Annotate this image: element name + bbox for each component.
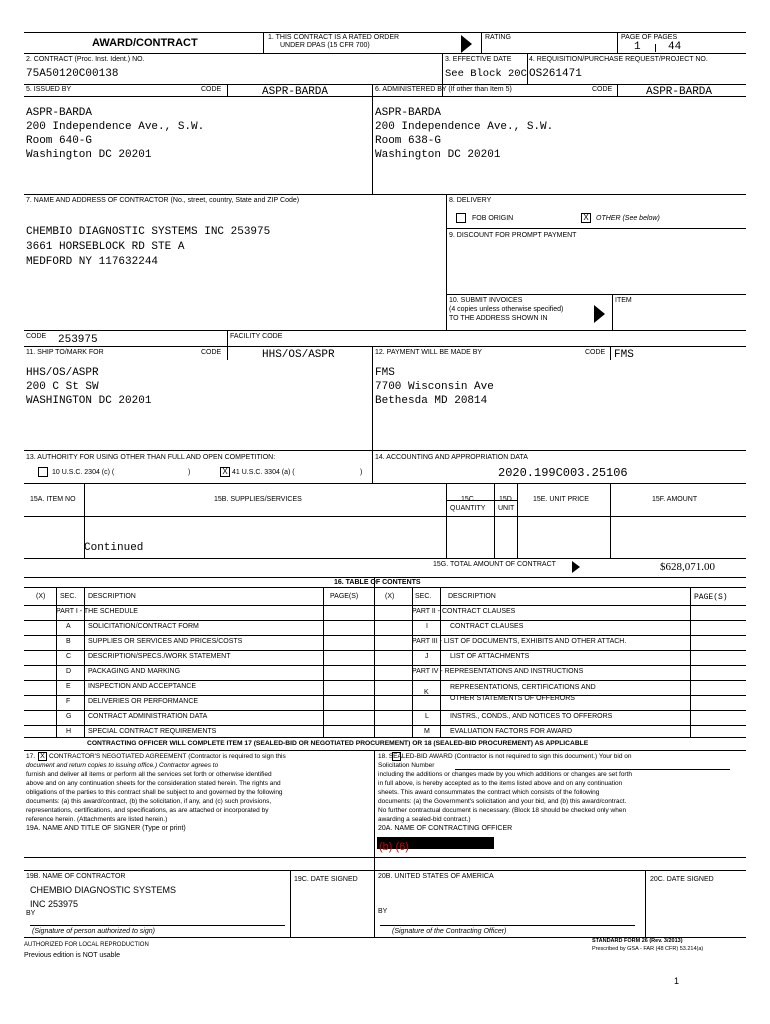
effective-date-field: See Block 20C [445, 68, 527, 80]
accounting-label: 14. ACCOUNTING AND APPROPRIATION DATA [375, 454, 528, 461]
officer-heading: CONTRACTING OFFICER WILL COMPLETE ITEM 17 (SEALED-BID OR NEGOTIATED PROCUREMENT) OR 18 (SEALED-BID PROCUREMENT) AS APPLICABLE [87, 740, 589, 747]
item17-line: documents: (a) this award/contract, (b) the solicitation, if any, and (c) such provisions, [26, 798, 272, 805]
col-amount: 15F. AMOUNT [652, 496, 698, 503]
standard-form-label: STANDARD FORM 26 (Rev. 3/2013) [592, 938, 683, 944]
delivery-label: 8. DELIVERY [449, 197, 492, 204]
col-unit-price: 15E. UNIT PRICE [533, 496, 589, 503]
toc-header-desc-right: DESCRIPTION [448, 593, 496, 600]
toc-desc-a: SOLICITATION/CONTRACT FORM [88, 623, 199, 630]
col-supplies: 15B. SUPPLIES/SERVICES [214, 496, 302, 503]
contract-no-field: 75A50120C00138 [26, 68, 119, 80]
total-amount-label: 15G. TOTAL AMOUNT OF CONTRACT [433, 561, 556, 568]
page-separator [655, 44, 656, 52]
toc-desc-k2: OTHER STATEMENTS OF OFFERORS [450, 695, 575, 702]
ship-to-code-field: HHS/OS/ASPR [262, 349, 335, 361]
toc-desc-l: INSTRS., CONDS., AND NOTICES TO OFFERORS [450, 713, 613, 720]
issued-by-code-label: CODE [201, 86, 222, 93]
toc-sec-h: H [66, 728, 72, 735]
contractor-signature-caption: (Signature of person authorized to sign) [32, 928, 155, 935]
col-quantity-2: QUANTITY [450, 505, 486, 512]
toc-header-desc: DESCRIPTION [88, 593, 136, 600]
address-line: HHS/OS/ASPR [26, 367, 99, 379]
issued-by-code-field: ASPR-BARDA [262, 86, 329, 98]
item17-line: reference herein. (Attachments are listed herein.) [26, 816, 168, 823]
address-line: Room 638-G [375, 135, 442, 147]
officer-redaction [377, 837, 494, 853]
solicitation-number-underline [455, 769, 730, 770]
toc-desc-f: DELIVERIES OR PERFORMANCE [88, 698, 199, 705]
authority-label: 13. AUTHORITY FOR USING OTHER THAN FULL AND OPEN COMPETITION: [26, 454, 276, 461]
page-number-field: 1 [634, 41, 641, 53]
ship-to-code-label: CODE [201, 349, 222, 356]
toc-desc-b: SUPPLIES OR SERVICES AND PRICES/COSTS [88, 638, 243, 645]
address-line: 200 Independence Ave., S.W. [375, 121, 554, 133]
toc-sec-f: F [66, 698, 71, 705]
toc-sec-i: I [426, 623, 428, 630]
total-amount-value: $628,071.00 [660, 561, 715, 573]
previous-edition: Previous edition is NOT usable [24, 952, 120, 959]
contractor-label: 7. NAME AND ADDRESS OF CONTRACTOR (No., street, country, State and ZIP Code) [26, 197, 300, 204]
payment-label: 12. PAYMENT WILL BE MADE BY [375, 349, 483, 356]
item17-line: CONTRACTOR'S NEGOTIATED AGREEMENT (Contractor is required to sign this [49, 753, 286, 760]
fob-origin-checkbox[interactable] [456, 213, 466, 223]
toc-sec-l: L [425, 713, 429, 720]
contractor-code-label: CODE [26, 333, 47, 340]
toc-desc-i: CONTRACT CLAUSES [450, 623, 524, 630]
address-line: WASHINGTON DC 20201 [26, 395, 152, 407]
address-line: Washington DC 20201 [375, 149, 501, 161]
redaction-code: (b) (6) [379, 841, 409, 853]
col-unit-1: 15D. [499, 496, 514, 503]
toc-desc-d: PACKAGING AND MARKING [88, 668, 181, 675]
toc-desc-m: EVALUATION FACTORS FOR AWARD [450, 728, 572, 735]
toc-header-x: (X) [36, 593, 46, 600]
requisition-label: 4. REQUISITION/PURCHASE REQUEST/PROJECT NO. [529, 56, 708, 63]
authority-10usc-close: ) [188, 469, 191, 476]
item17-prefix: 17. [26, 753, 36, 760]
toc-part1: PART I - THE SCHEDULE [56, 608, 138, 615]
page-of-pages-label: PAGE OF PAGES [621, 34, 678, 41]
submit-copies-label: (4 copies unless otherwise specified) [449, 306, 564, 313]
arrow-right-icon [461, 35, 472, 53]
address-line: ASPR-BARDA [375, 107, 442, 119]
toc-sec-d: D [66, 668, 72, 675]
toc-desc-e: INSPECTION AND ACCEPTANCE [88, 683, 197, 690]
ship-to-label: 11. SHIP TO/MARK FOR [26, 349, 104, 356]
accounting-field: 2020.199C003.25106 [498, 466, 628, 480]
fob-origin-label: FOB ORIGIN [472, 215, 514, 222]
rating-label: RATING [485, 34, 511, 41]
form-title: AWARD/CONTRACT [92, 37, 198, 49]
officer-by-label: BY [378, 908, 388, 915]
address-line: Room 640-G [26, 135, 93, 147]
address-line: Washington DC 20201 [26, 149, 152, 161]
facility-code-label: FACILITY CODE [230, 333, 283, 340]
contract-no-label: 2. CONTRACT (Proc. Inst. Ident.) NO. [26, 56, 145, 63]
toc-header-pages-right: PAGE(S) [694, 593, 728, 602]
address-line: MEDFORD NY 117632244 [26, 256, 159, 268]
address-line: ASPR-BARDA [26, 107, 93, 119]
address-line: FMS [375, 367, 395, 379]
payment-code-label: CODE [585, 349, 606, 356]
item18-line: awarding a sealed-bid contract.) [378, 816, 471, 823]
item17-line: furnish and deliver all items or perform all the services set forth or otherwise identified [26, 771, 272, 778]
administered-by-label: 6. ADMINISTERED BY (If other than Item 5) [375, 86, 512, 93]
col-quantity-1: 15C. [461, 496, 476, 503]
toc-sec-e: E [66, 683, 71, 690]
toc-header-pages: PAGE(S) [330, 593, 359, 600]
authority-41usc-label: 41 U.S.C. 3304 (a) ( [232, 469, 295, 476]
requisition-field: OS261471 [529, 68, 582, 80]
contractor-by-label: BY [26, 910, 36, 917]
arrow-right-icon [572, 561, 580, 573]
officer-signature-caption: (Signature of the Contracting Officer) [392, 928, 507, 935]
item17-line: document and return copies to issuing office.) Contractor agrees to [26, 762, 219, 769]
signer-label: 19A. NAME AND TITLE OF SIGNER (Type or print) [26, 825, 186, 832]
address-line: CHEMBIO DIAGNOSTIC SYSTEMS INC 253975 [26, 226, 271, 238]
effective-date-label: 3. EFFECTIVE DATE [445, 56, 512, 63]
toc-desc-g: CONTRACT ADMINISTRATION DATA [88, 713, 208, 720]
toc-desc-h: SPECIAL CONTRACT REQUIREMENTS [88, 728, 217, 735]
item17-line: obligations of the parties to this contract shall be subject to and governed by the following [26, 789, 283, 796]
item18-line: 18. SEALED-BID AWARD (Contractor is not required to sign this document.) Your bid on [378, 753, 632, 760]
contractor-name-line2: INC 253975 [30, 899, 79, 909]
submit-invoices-label: 10. SUBMIT INVOICES [449, 297, 523, 304]
item17-line: representations, certifications, and specifications, as are attached or incorporated by [26, 807, 269, 814]
address-line: 3661 HORSEBLOCK RD STE A [26, 241, 185, 253]
continued-text: Continued [84, 542, 144, 554]
date-signed-20c: 20C. DATE SIGNED [650, 876, 714, 883]
item18-line: including the additions or changes made by you which additions or changes are set forth [378, 771, 633, 778]
toc-sec-m: M [424, 728, 430, 735]
authority-10usc-label: 10 U.S.C. 2304 (c) ( [52, 469, 115, 476]
toc-sec-b: B [66, 638, 71, 645]
col-item-no: 15A. ITEM NO [30, 496, 76, 503]
authority-10usc-checkbox[interactable] [38, 467, 48, 477]
toc-header-x-right: (X) [385, 593, 395, 600]
toc-sec-c: C [66, 653, 72, 660]
arrow-right-icon [594, 305, 605, 323]
page-number: 1 [674, 976, 680, 986]
other-delivery-label: OTHER (See below) [596, 215, 660, 222]
date-signed-19c: 19C. DATE SIGNED [294, 876, 358, 883]
address-line: Bethesda MD 20814 [375, 395, 488, 407]
col-unit-2: UNIT [498, 505, 515, 512]
usa-label: 20B. UNITED STATES OF AMERICA [378, 873, 494, 880]
toc-sec-j: J [425, 653, 429, 660]
item18-line: documents: (a) the Government's solicitation and your bid, and (b) this award/contract. [378, 798, 627, 805]
total-pages-field: 44 [668, 41, 682, 53]
toc-desc-c: DESCRIPTION/SPECS./WORK STATEMENT [88, 653, 231, 660]
item-label: ITEM [615, 297, 632, 304]
issued-by-label: 5. ISSUED BY [26, 86, 72, 93]
toc-part4: PART IV - REPRESENTATIONS AND INSTRUCTIONS [412, 668, 584, 675]
administered-by-code-field: ASPR-BARDA [646, 86, 713, 98]
item18-line: No further contractual document is necessary. (Block 18 should be checked only when [378, 807, 627, 814]
officer-name-label: 20A. NAME OF CONTRACTING OFFICER [378, 825, 513, 832]
toc-sec-g: G [66, 713, 72, 720]
toc-desc-k1: REPRESENTATIONS, CERTIFICATIONS AND [450, 684, 596, 691]
toc-header-sec: SEC. [60, 593, 77, 600]
rated-order-label: 1. THIS CONTRACT IS A RATED ORDER [268, 34, 400, 41]
discount-label: 9. DISCOUNT FOR PROMPT PAYMENT [449, 232, 577, 239]
toc-part3: PART III - LIST OF DOCUMENTS, EXHIBITS AND OTHER ATTACH. [412, 638, 627, 645]
administered-by-code-label: CODE [592, 86, 613, 93]
toc-header-sec-right: SEC. [415, 593, 432, 600]
contractor-name-line1: CHEMBIO DIAGNOSTIC SYSTEMS [30, 885, 177, 895]
other-delivery-checkbox[interactable]: X [581, 213, 591, 223]
address-line: 200 C St SW [26, 381, 99, 393]
toc-part2: PART II - CONTRACT CLAUSES [412, 608, 516, 615]
prescribed-label: Prescribed by GSA - FAR (48 CFR) 53.214(a) [592, 946, 704, 952]
payment-code-field: FMS [614, 349, 634, 361]
toc-sec-k: K [424, 689, 429, 696]
address-line: 200 Independence Ave., S.W. [26, 121, 205, 133]
authority-41usc-checkbox[interactable]: X [220, 467, 230, 477]
dpas-label: UNDER DPAS (15 CFR 700) [280, 42, 370, 49]
item17-checkbox[interactable]: X [38, 752, 47, 761]
address-line: 7700 Wisconsin Ave [375, 381, 494, 393]
authorized-reproduction: AUTHORIZED FOR LOCAL REPRODUCTION [24, 942, 149, 948]
submit-address-label: TO THE ADDRESS SHOWN IN [449, 315, 548, 322]
toc-title: 16. TABLE OF CONTENTS [334, 579, 421, 586]
item18-line: sheets. This award consummates the contract which consists of the following [378, 789, 600, 796]
item17-line: above and on any continuation sheets for the consideration stated herein. The rights and [26, 780, 281, 787]
item18-line: in full above, is hereby accepted as to the items listed above and on any continuation [378, 780, 623, 787]
toc-sec-a: A [66, 623, 71, 630]
authority-41usc-close: ) [360, 469, 363, 476]
item18-line: Solicitation Number [378, 762, 435, 769]
toc-desc-j: LIST OF ATTACHMENTS [450, 653, 530, 660]
contractor-name-label: 19B. NAME OF CONTRACTOR [26, 873, 126, 880]
contractor-code-field: 253975 [58, 334, 98, 346]
